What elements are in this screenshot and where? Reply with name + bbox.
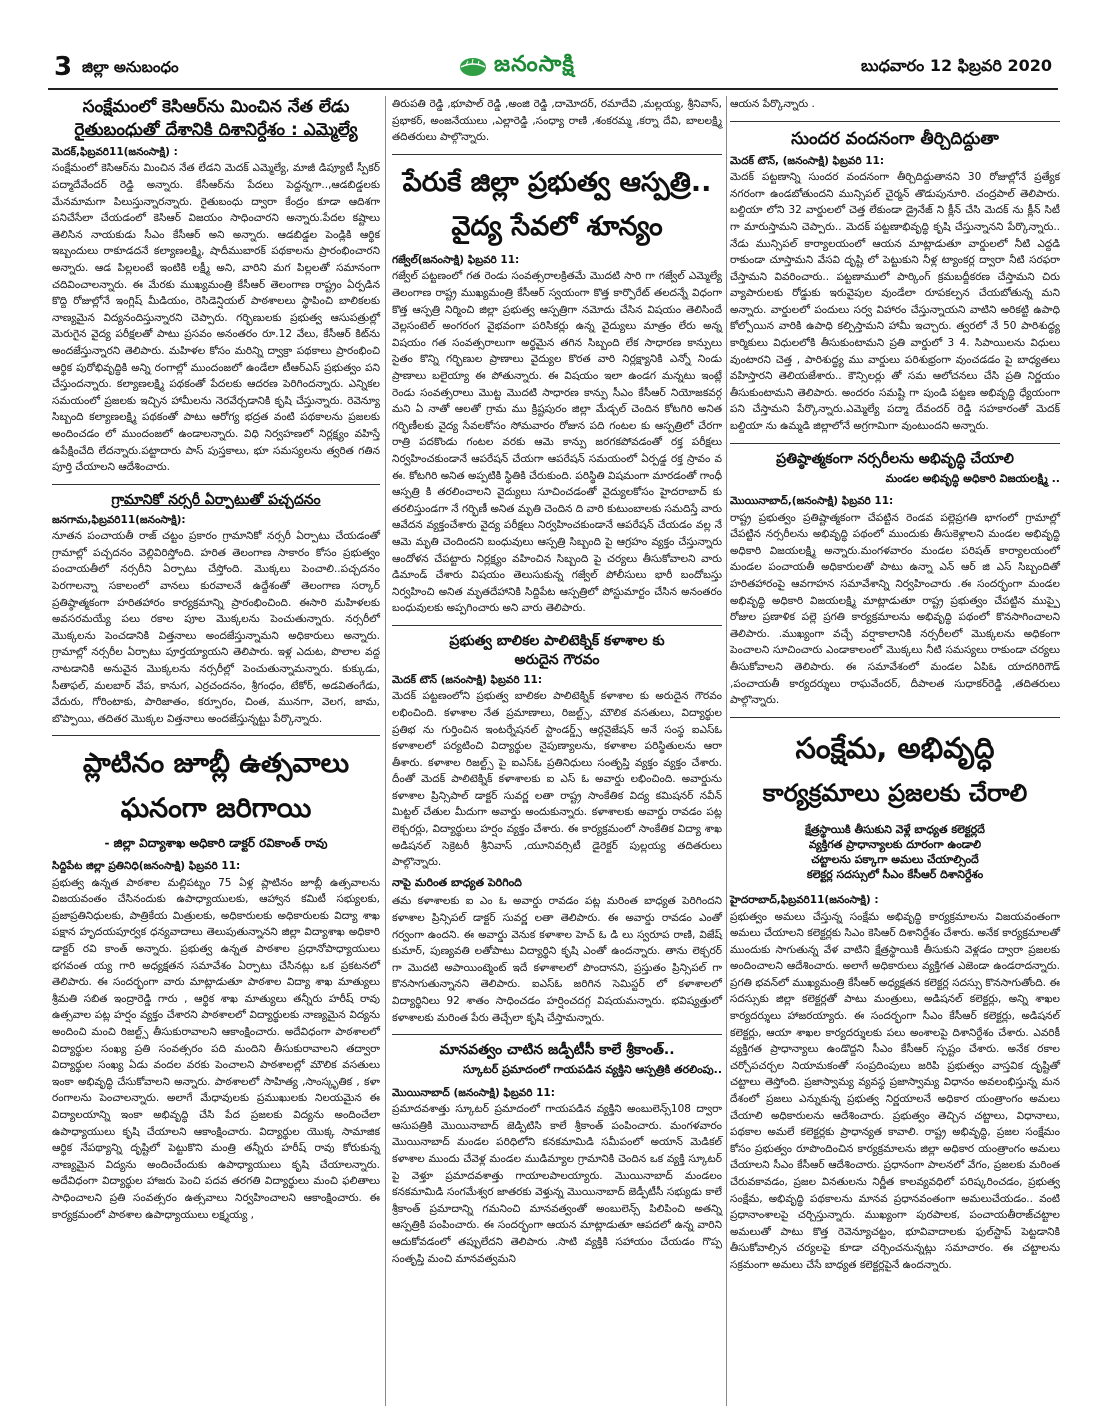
logo: [458, 50, 575, 84]
dateline: మెదక్‌,ఫిబ్రవరి11(జనంసాక్షి) :: [52, 145, 178, 158]
tagline: క్షేత్రస్థాయికి తీసుకుని వెళ్లే బాధ్యత కలెక్టర్లదే: [805, 822, 985, 836]
article-headline: మానవత్వం చాటిన జడ్పీటీసీ కాలే శ్రీకాంత్‌..: [439, 1042, 675, 1059]
column-2: [392, 96, 722, 1271]
article-body: గజ్వేల్‌ పట్టణంలో గత రెండు సంవత్సరాలక్రితమే మొదటి సారి గా గజ్వేల్‌ ఎమ్మెల్యే తెలంగాణ రాష్ట్ర ముఖ్యమంత్రి కేసీఆర్‌ స్వయంగా కొత్త కార్పొరేట్‌ తలదన్నే విధంగా కొత్త ఆస్పత్రి నిర్మించి జిల్లా ప్రభుత్వ ఆస్పత్రిగా నమోదు చేసిన విషయం తెలిసిందే వెల్లసంటెల్‌ అంగరంగ వైభవంగా పరిసికర్లు ఉన్న వైద్యులు మాత్రం లేరు అన్న విషయం గత సంవత్సరాలుగా అర్థమైన తగిన సిబ్బంది లేక సాధారణ కాన్పులు సైతం కొన్ని గర్భిణుల ప్రాణాలు వైద్యుల కొరత వారి నిర్లక్ష్యానికి ఎన్నో నిండు ప్రాణాలు బలైయ్యా ఈ పోతున్నారు. ఈ విషయం ఇలా ఉండగ మన్నటు ఇంట్లే రెండు సంవత్సరాలు మొట్ట మొదటి సాధారణ కాన్పు సీఎం కేసీఆర్‌ నియోజకవర్గ మని ఏ నాతో ఆలతో గ్రామ ము క్రిష్టపురం జిల్లా మేడ్చల్‌ చెందిన కోటగిరి అనిత గర్భిణీలకు వైద్య సేవలకోసం సోమవారం రోజున పది గంటల కు ఆస్పత్రిలో చేరగా రాత్రి పదకొండు గంటల వరకు ఆమె కాన్పు జరగకపోవడంతో రక్త పరీక్షలు నిర్వహించకుండానే ఆపరేషన్‌ చేయగా ఆపరేషన్‌ సమయంలో ఏర్పడ్డ రక్త స్రావం వ ఈ. కోటగిరి అనిత అప్పటికి స్థితికి చేరుకుంది. పరిస్థితి విషమంగా మారడంతో గాంధీ ఆస్పత్రి కి తరలించాలని వైద్యులు సూచించడంతో వైద్యులకోసం హైదరాబాద్‌ కు తరలిస్తుండగా నే గర్భిణీ అనిత మృతి చెందిన ది వారి కుటుంబాలకు సమదిస్తే వారు ఆవేదన వ్యక్తంచేశారు వైద్య పరీక్షలు నిర్వహించకుండానే ఆపరేషన్‌ చేయడం వల్ల నే ఆమె మృతి చెందిందని బంధువులు ఆస్పత్రి సిబ్బంది పై ఆగ్రహం వ్యక్తం చేస్తున్నారు ఆందోళన చేపట్టారు నిర్లక్ష్యం వహించిన సిబ్బంది పై చర్యలు తీసుకోవాలని వారు డిమాండ్‌ చేశారు విషయం తెలుసుకున్న గజ్వేల్‌ పోలీసులు భారీ బందోబస్తు నిర్వహించి అనిత మృతదేహానికి సిద్దిపేట ఆస్పత్రిలో పోస్టుమార్టం చేసిన అనంతరం బంధువులకు అప్పగించారు అని వారు తెలిపారు.: [392, 270, 722, 615]
article-headline: ప్రభుత్వ బాలికల పాలిటెక్నిక్‌ కళాశాల కు: [449, 632, 665, 649]
article-headline: సంక్షేమంలో కెసిఆర్‌ను మించిన నేత లేడు: [82, 97, 350, 117]
article-body: ఆయన పేర్కొన్నారు .: [730, 98, 815, 110]
article-body: రాష్ట్ర ప్రభుత్వం ప్రతిష్టాత్మకంగా చేపట్టిన రెండవ పల్లెప్రగతి భాగంలో గ్రామాల్లో చేపట్టిన నర్సరీలను అభివృద్ధి పథంలో ముందుకు తీసుకెళ్లాలని మండల అభివృద్ధి అధికారి విజయలక్ష్మి అన్నారు.మంగళవారం మండల పరిషత్‌ కార్యాలయంలో మండల పంచాయతీ అధికారులతో పాటు ఉన్నా ఎన్‌ ఆర్‌ జి ఎస్‌ సిబ్బందితో హరితహారంపై ఆవగాహన సమావేశాన్ని నిర్వహించారు .ఈ సందర్భంగా మండల అభివృద్ధి అధికారి విజయలక్ష్మి మాట్లాడుతూ రాష్ట్ర ప్రభుత్వం చేపట్టిన ముప్పై రోజుల ప్రణాళిక పల్లె ప్రగతి కార్యక్రమాలను అభివృద్ధి పథంలో కొనసాగించాలని తెలిపారు. .ముఖ్యంగా వచ్చే వర్షాకాలానికి నర్సరీలలో మొక్కలను అధికంగా పెంచాలని సూచించారు ఎండాకాలంలో మొక్కలు నీటి సమస్యలు రాకుండా చర్యలు తీసుకోవాలని తెలిపారు. ఈ సమావేశంలో మండల ఏపిఓ యాదగిరిగౌడ్‌ ,పంచాయతీ కార్యదర్శులు రాఘవేందర్‌, దీపాలత సుధాకర్‌రెడ్డి ,తదితరులు పాల్గొన్నారు.: [730, 511, 1060, 707]
section-title: జిల్లా అనుబంధం: [82, 58, 179, 76]
article-body: తిరుపతి రెడ్డి ,భూపాల్‌ రెడ్డి ,అంజి రెడ్డి ,దామోదర్‌, రమాదేవి ,మల్లయ్య, శ్రీనివాస్‌, ప్రభాకర్‌, అంజనేయులు ,ఎల్లారెడ్డి ,సంధ్యా రాణి ,శంకరమ్మ ,కర్నా దేవి, బాలలక్ష్మి తదితరులు పాల్గొన్నారు.: [392, 98, 722, 144]
issue-date: బుధవారం 12 ఫిబ్రవరి 2020: [861, 56, 1052, 75]
article-headline: వైద్య సేవలో శూన్యం: [451, 211, 663, 243]
article: [730, 443, 1060, 709]
dateline: మొయినాబాద్‌,(జనంసాక్షి) ఫిబ్రవరి 11:: [730, 495, 894, 508]
byline: - జిల్లా విద్యాశాఖ అధికారి డాక్టర్‌ రవికాంత్‌ రావు: [104, 836, 328, 851]
article-headline: అరుదైన గౌరవం: [514, 651, 600, 668]
column-divider: [385, 96, 386, 1406]
masthead-rule: [48, 88, 1058, 90]
article-body: ప్రభుత్వ ఉన్నత పాఠశాల మల్లిపట్నం 75 ఏళ్ల ప్లాటినం జూబ్లీ ఉత్సవాలను విజయవంతం చేసినందుకు ఉపాధ్యాయులకు, ఆహ్వాన కమిటీ సభ్యులకు, ప్రజాప్రతినిధులకు, పాత్రికేయ మిత్రులకు, అధికారులకు అధికారులకు విద్యా శాఖ పక్షాన హృదయపూర్వక ధన్యవాదాలు తెలుపుతున్నానని జిల్లా విద్యాశాఖ అధికారి డాక్టర్‌ రవి కాంత్‌ అన్నారు. ప్రభుత్వ ఉన్నత పాఠశాల ప్రధానోపాధ్యాయులు భగవంత య్య గారి అధ్యక్షతన సమావేశం ఏర్పాటు చేసినట్లు ఒక ప్రకటనలో తెలిపారు. ఈ సందర్భంగా వారు మాట్లాడుతూ పాఠశాల విద్యా శాఖ మాత్యులు శ్రీమతి సబిత ఇంద్రారెడ్డి గారు , ఆర్థిక శాఖ మాత్యులు తన్నీరు హరీష్‌ రావు ఉత్సవాల పట్ల హర్షం వ్యక్తం చేశారని పాఠశాలలో విద్యార్థులకు నాణ్యమైన విద్యను అందించి మంచి రిజల్ట్స్‌ తీసుకురావాలని ఆకాంక్షించారు. అదేవిధంగా పాఠశాలలో విద్యార్థుల సంఖ్య ప్రతి సంవత్సరం పది మందిని తీసుకురావాలని తద్వారా విద్యార్థుల సంఖ్య ఏడు వందల వరకు పెంచాలని పాఠశాలల్లో మౌలిక వసతులు ఇంకా అభివృద్ధి చేసుకోవాలని అన్నారు. పాఠశాలలో సాహిత్య ,సాంస్కృతిక , కళా రంగాలను పెంచాలన్నారు. అలాగే మేధావులకు ప్రముఖులకు నిలయమైన ఈ విద్యాలయాన్ని ఇంకా అభివృద్ధి చేసి పేద ప్రజలకు విద్యను అందించేలా ఉపాధ్యాయులు కృషి చేయాలని ఆకాంక్షించారు. విద్యార్థుల యొక్క సామాజిక ఆర్థిక నేపథ్యాన్ని దృష్టిలో పెట్టుకొని మంత్రి తన్నీరు హరీష్‌ రావు కోరుకున్న నాణ్యమైన విద్యను అందించేందుకు ఉపాధ్యాయులు కృషి చేయాలన్నారు. అదేవిధంగా విద్యార్థుల హాజరు పెంచి పదవ తరగతి విద్యార్థులు మంచి ఫలితాలు సాధించాలని ప్రతి సంవత్సరం ఉత్సవాలు నిర్వహించాలని ఆకాంక్షించారు. ఈ కార్యక్రమంలో పాఠశాల ఉపాధ్యాయులు లక్ష్మయ్య ,: [52, 876, 380, 1221]
article-headline: ప్లాటినం జూబ్లీ ఉత్సవాలు: [82, 748, 350, 780]
article: [392, 625, 722, 1026]
article: [392, 154, 722, 617]
dateline: మొయినాబాద్‌ (జనంసాక్షి) ఫిబ్రవరి 11:: [392, 1086, 555, 1099]
dateline: హైదరాబాద్‌,ఫిబ్రవరి11(జనంసాక్షి) :: [730, 893, 879, 906]
article-body: ప్రభుత్వం అమలు చేస్తున్న సంక్షేమ అభివృద్ధి కార్యక్రమాలను విజయవంతంగా అమలు చేయాలని కలెక్టర్లకు సిఎం కెసిఆర్‌ దిశానిర్దేశం చేశారు. అనేక కార్యక్రమాలతో ముందుకు సాగుతున్న వేళ వాటిని క్షేత్రస్థాయికి తీసుకుని వెళ్లడం ద్వారా ప్రజలకు అందించాలని ఆదేశించారు. అలాగే అధికారులు వ్యక్తిగత ఎజెండా ఉండరాదన్నారు. ప్రగతి భవన్‌లో ముఖ్యమంత్రి కేసీఆర్‌ అధ్యక్షతన కలెక్టర్ల సదస్సు కొనసాగుతోంది. ఈ సదస్సుకు జిల్లా కలెక్టర్లతో పాటు మంత్రులు, అడిషనల్‌ కలెక్టర్లు, అన్ని శాఖల కార్యదర్శులు హాజరయ్యారు. ఈ సందర్భంగా సీఎం కేసీఆర్‌ కలెక్టర్లు, అడిషనల్‌ కలెక్టర్లు, ఆయా శాఖల కార్యదర్శులకు పలు అంశాలపై దిశానిర్దేశం చేశారు. ఎవరికీ వ్యక్తిగత ప్రాధాన్యాలు ఉండొద్దని సీఎం కేసీఆర్‌ స్పష్టం చేశారు. అనేక రకాల చర్చోపచర్చల నియామకంతో సంప్రదింపులు జరిపి ప్రభుత్వం వాస్తవిక దృష్టితో చట్టాలు తెస్తోంది. ప్రజాస్వామ్య వ్యవస్థ ప్రజాస్వామ్య విధానం అవలంభిస్తున్న మన దేశంలో ప్రజలు ఎన్నుకున్న ప్రభుత్వ నిర్ణయాలనే అధికార యంత్రాంగం అమలు చేయాలి అధికారులను ఆదేశించారు. ప్రభుత్వం తెచ్చిన చట్టాలు, విధానాలు, పథకాల అమలే కలెక్టర్లకు ప్రాధాన్యత కావాలి. రాష్ట్ర అభివృద్ధి, ప్రజల సంక్షేమం కోసం ప్రభుత్వం రూపొందించిన కార్యక్రమాలను జిల్లా అధికార యంత్రాంగం అమలు చేయాలని సీఎం కేసీఆర్‌ ఆదేశించారు. ప్రధానంగా పాలనలో వేగం, ప్రజలకు మరింత చేరువకావడం, ప్రజల వినతులను నిర్ణీత కాలవ్యవధిలో పరిష్కరించడం, ప్రభుత్వ సంక్షేమ, అభివృద్ధి పథకాలను మానవ ప్రధానవంతంగా అమలుచేయడం.. వంటి ప్రధానాంశాలపై చర్చిస్తున్నారు. ముఖ్యంగా పురపాలక, పంచాయతీరాజ్‌చట్టాల అమలుతో పాటు కొత్త రెవెన్యూచట్టం, భూవివాదాలకు ఫుల్‌స్టాప్‌ పెట్టడానికి తీసుకోవాల్సిన చర్యలపై కూడా చర్చించనున్నట్లు సమాచారం. ఈ చట్టాలను సక్రమంగా అమలు చేసే బాధ్యత కలెక్టర్లపైనే ఉందన్నారు.: [730, 910, 1060, 1271]
masthead: [48, 50, 1058, 88]
leaf-icon: [458, 55, 488, 79]
article-headline: సుందర వందనంగా తీర్చిదిద్దుతా: [791, 128, 999, 149]
article-headline: పేరుకే జిల్లా ప్రభుత్వ ఆస్పత్రి..: [402, 166, 712, 198]
article-headline: సంక్షేమ, అభివృద్ధి: [795, 730, 995, 765]
article-body: మెదక్‌ పట్టణంలోని ప్రభుత్వ బాలికల పాలిటెక్నిక్‌ కళాశాల కు అరుదైన గౌరవం లభించింది. కళాశాల నేత ప్రమాణాలు, రిజల్ట్స్‌, మౌలిక వసతులు, విద్యార్థుల ప్రతిభ ను గుర్తించిన ఇంటర్నేషనల్‌ స్టాండర్డ్స్‌ ఆర్గనైజేషన్‌ అనే సంస్థ ఐఎస్‌ఓ కళాశాలలో పర్యటించి విద్యార్థుల నైపుణ్యాలను, కళాశాల పరిస్థితులను ఆరా తీశారు. కళాశాల రిజల్ట్స్‌ పై ఐఎస్‌ఓ ప్రతినిధులు సంతృప్తి వ్యక్తం వ్యక్తం చేశారు. దీంతో మెదక్‌ పాలిటెక్నిక్‌ కళాశాలకు ఐ ఎస్‌ ఓ అవార్డు లభించింది. అవార్డును కళాశాల ప్రిన్సిపాల్‌ డాక్టర్‌ సువర్ణ లతా రాష్ట్ర సాంకేతిక విద్య కమిషనర్‌ నవీన్‌ మిట్టల్‌ చేతుల మీదుగా అవార్డు అందుకున్నారు. కళాశాలకు అవార్డు రావడం పట్ల లెక్చరర్లు, విద్యార్థులు హర్షం వ్యక్తం చేశారు. ఈ కార్యక్రమంలో సాంకేతిక విద్యా శాఖ అడిషనల్‌ సెక్రెటరీ శ్రీనివాస్‌ ,యూనివర్సిటీ డైరెక్టర్‌ పుల్లయ్య తదితరులు పాల్గొన్నారు.: [392, 690, 722, 869]
tagline: మండల అభివృద్ధి అధికారి విజయలక్ష్మి ..: [885, 471, 1060, 485]
column-3: [730, 96, 1060, 1278]
article: [52, 484, 380, 728]
article: [392, 1034, 722, 1267]
article-body: మెదక్‌ పట్టణాన్ని సుందర వందనంగా తీర్చిదిద్దుతానని 30 రోజుల్లోనే ప్రత్యేక నగరంగా ఉండబోతుందని మున్సిపల్‌ చైర్మన్‌ తొడుపునూరి. చంద్రపాల్‌ తెలిపారు. బల్దియా లోని 32 వార్డులలో చెత్త లేకుండా డ్రైనేజ్‌ ని క్లీన్‌ చేసి మెదక్‌ ను క్లీన్‌ సిటీ గా మారుస్తామని చెప్పారు.. మెదక్‌ పట్టణాభివృద్ధి కృషి చేస్తున్నానని పేర్కొన్నారు.. నేడు మున్సిపల్‌ కార్యాలయంలో ఆయన మాట్లాడుతూ వార్డులలో నీటి ఎద్దడి రాకుండా చూస్తామని వేసవి దృష్టి లో పెట్టుకుని నీళ్ల ట్యాంకర్ల ద్వారా నీటి సరఫరా చేస్తామని వివరించారు.. పట్టణాములో పార్కింగ్‌ క్రమబద్దీకరణ చేస్తామని చిరు వ్యాపారులకు రోడ్డుకు ఇరువైపుల వుండేలా రూపకల్పన చేయబోతున్న మని అన్నారు. వార్డులలో పందులు సర్వ విహారం చేస్తున్నాయని వాటిని అరికట్టి ఉపాధి కోల్పోయిన వారికి ఉపాధి కల్పిస్తామని హామీ ఇచ్చారు. త్వరలో నే 50 పారిశుద్ధ్య కార్మికులు విధులలోకి తీసుకుంటామని ప్రతి వార్డులో 3 4. సిపాయిలను విధులు వుంటారని చెత్త , పారిశుద్ధ్య ము వార్డులు పరిశుభ్రంగా వుంచడడం పై బాధ్యతలు వహిస్తారని తెలియజేశారు.. కౌన్సిలర్లు తో సమ ఆలోచనలు చేసి ప్రతి నిర్ణయం తీసుకుంటామని తెలిపారు. అందరం సమష్టి గా పుండి పట్టణ అభివృద్ధి ధ్యేయంగా పని చేస్తామని పేర్కొన్నారు.ఎమ్మెల్యే పద్మా దేవందర్‌ రెడ్డి సహకారంతో మెదక్‌ బల్దియా ను ఉమ్మడి జిల్లాలోనే అగ్రగామిగా వుంటుందని అన్నారు.: [730, 171, 1060, 433]
article: [52, 735, 380, 1223]
dateline: జనగామ,ఫిబ్రవరి11(జనంసాక్షి):: [52, 513, 186, 526]
dateline: మెదక్‌ టౌన్‌ (జనంసాక్షి) ఫిబ్రవరి 11:: [392, 673, 543, 686]
logo-text: జనంసాక్షి: [494, 52, 575, 77]
dateline: సిద్దిపేట జిల్లా ప్రతినిధి(జనంసాక్షి) ఫిబ్రవరి 11:: [52, 860, 241, 873]
article-headline: రైతుబంధుతో దేశానికి దిశానిర్దేశం : ఎమ్మెల్యే: [74, 119, 358, 140]
column-1: [52, 96, 380, 1227]
dateline: గజ్వేల్‌(జనంసాక్షి) ఫిబ్రవరి 11:: [392, 253, 520, 266]
article-body: సంక్షేమంలో కెసిఆర్‌ను మించిన నేత లేడని మెదక్‌ ఎమ్మెల్యే, మాజీ డిప్యూటీ స్పీకర్‌ పద్మాదేవేందర్‌ రెడ్డి అన్నారు. కేసీఆర్‌ను పేదలు పెద్దన్నగా..,ఆడబిడ్డలకు మేనమామగా పిలుస్తున్నారన్నారు. రైతుబంధు ద్వారా కేంద్రం కూడా ఆదిశగా పనిచేసేలా చేయడంలో కెసిఆర్‌ విజయం సాధించారని అన్నారు.పేదల కష్టాలు తెలిసిన నాయకుడు సీఎం కేసీఆర్‌ అని అన్నారు. ఆడబిడ్డల పెండ్లికి ఆర్థిక ఇబ్బందులు రాకూడదనే కల్యాణలక్ష్మి, షాదీముబారక్‌ పథకాలను ప్రారంభించారని అన్నారు. ఆడ పిల్లలంటే ఇంటికి లక్ష్మీ అని, వారిని మగ పిల్లలతో సమానంగా చదివించాలన్నారు. ఈ మేరకు ముఖ్యమంత్రి కేసీఆర్‌ తెలంగాణ రాష్ట్రం ఏర్పడిన కొద్ది రోజుల్లోనే ఇంగ్లిష్‌ మీడియం, రెసిడెన్షియల్‌ పాఠశాలలు స్థాపించి బాలికలకు నాణ్యమైన విద్యనందిస్తున్నారని చెప్పారు. గర్భిణులకు ప్రభుత్వ ఆసుపత్రుల్లో మెరుగైన వైద్య పరీక్షలతో పాటు ప్రసవం అనంతరం రూ.12 వేలు, కేసీఆర్‌ కిట్‌ను అందజేస్తున్నారని తెలిపారు. మహిళల కోసం మరిన్ని ద్వాక్రా పథకాలు ప్రారంభించి ఆర్థిక పురోభివృద్ధికి అన్ని రంగాల్లో ముందంజలో ఉండేలా టీఆర్‌ఎస్‌ ప్రభుత్వం పని చేస్తుందన్నారు. కల్యాణలక్ష్మి పథకంతో పేదలకు ఆదరణ పెరిగిందన్నారు. ఎన్నికల సమయంలో ప్రజలకు ఇచ్చిన హామీలను నెరవేర్చడానికి కృషి చేస్తున్నారు. రెవెన్యూ సిబ్బంది కల్యాణలక్ష్మి పథకంతో పాటు ఆరోగ్య భద్రత వంటి పథకాలను ప్రజలకు అందించడం లో ముందంజలో ఉండాలన్నారు. విధి నిర్వహణలో నిర్లక్ష్యం వహిస్తే ఉపేక్షించేది లేదన్నారు.పట్టాదారు పాస్‌ పుస్తకాలు, భూ సమస్యలను త్వరిత గతిన పూర్తి చేయాలని ఆదేశించారు.: [52, 162, 380, 474]
article: [730, 717, 1060, 1274]
tagline: స్కూటర్‌ ప్రమాదంలో గాయపడిన వ్యక్తిని ఆస్పత్రికి తరలింపు..: [463, 1063, 722, 1077]
tagline: కలెక్టర్ల సదస్సులో సీఎం కేసీఆర్‌ దిశానిర్దేశం: [806, 867, 984, 881]
article-body: నూతన పంచాయతీ రాజ్‌ చట్టం ప్రకారం గ్రామానికో నర్సరీ ఏర్పాటు చేయడంతో గ్రామాల్లో పచ్చదనం వెల్లివిరిస్తోంది. హరిత తెలంగాణ సాకారం కోసం ప్రభుత్వం పంచాయతీలో నర్సరీని ఏర్పాటు చేస్తోంది. మొక్కలు పెంచాలి..పచ్చదనం పెరగాలన్నా సకాలంలో వానలు కురవాలనే ఉద్దేశంతో తెలంగాణ సర్కార్‌ ప్రతిష్ఠాత్మకంగా హరితహారం కార్యక్రమాన్ని ప్రారంభించింది. ఈసారి మహిళలకు అవసరమయ్యే పలు రకాల పూల మొక్కలను పెంచుతున్నారు. నర్సరీలో మొక్కలను పెంచడానికి విత్తనాలు అందజేస్తున్నామని అధికారులు అన్నారు. గ్రామాల్లో నర్సరీల ఏర్పాటు పూర్తయ్యాయని తెలిపారు. ఇళ్ల ఎదుట, పొలాల వద్ద నాటడానికి అనువైన మొక్కలను నర్సరీల్లో పెంచుతున్నామన్నారు. కుక్కుడు, సీతాఫల్‌, మలబార్‌ వేప, కానుగ, ఎర్రచందనం, శ్రీగంధం, టేకోర్‌, అడవితంగేడు, వేదురు, గోరింటాకు, పారిజాతం, కర్పూరం, చింత, మునగా, వెలగ, జామ, బొప్పాయి, తదితర మొక్కల విత్తనాలు అందజేస్తున్నట్టు పేర్కొన్నారు.: [52, 530, 380, 725]
article: [730, 121, 1060, 435]
column-divider: [726, 96, 727, 1406]
article-headline: కార్యక్రమాలు ప్రజలకు చేరాలి: [762, 779, 1028, 808]
tagline: చట్టాలను పక్కాగా అమలు చేయాల్సిందే: [811, 852, 979, 866]
article-body: తమ కళాశాలకు ఐ ఎం ఓ అవార్డు రావడం పట్ల మరింత బాధ్యత పెరిగిందని కళాశాల ప్రిన్సిపల్‌ డాక్టర్‌ సువర్ణ లతా తెలిపారు. ఈ అవార్డు రావడం ఎంతో గర్వంగా ఉందని. ఈ అవార్డు వెనుక కళాశాల హెచ్‌ ఓ డి లు స్వరూప రాణి, విజేష్‌ కుమార్‌, పుణ్యవతి లతోపాటు విద్యార్థిని కృషి ఎంతో ఉందన్నారు. తాను లెక్చరర్‌ గా మొదటి అపాయింట్మెంట్‌ ఇదే కళాశాలలో పొందానని, ప్రస్తుతం ప్రిన్సిపల్‌ గా కొనసాగుతున్నానని తెలిపారు. ఐఎస్‌ఓ జరిగిన సెమిస్టర్‌ లో కళాశాలలో విద్యార్థినిలు 92 శాతం సాధించడం హర్షించదగ్గ విషయమన్నారు. భవిష్యత్తులో కళాశాలకు మరింత పేరు తెచ్చేలా కృషి చేస్తామన్నారు.: [392, 895, 722, 1024]
article-headline: ఘనంగా జరిగాయి: [120, 792, 312, 824]
subheading: నాపై మరింత బాధ్యత పెరిగింది: [392, 875, 522, 889]
page-number: 3: [54, 52, 73, 82]
article-headline: ప్రతిష్ఠాత్మకంగా నర్సరీలను అభివృద్ధి చేయాలి: [776, 450, 1014, 467]
tagline: వ్యక్తిగత ప్రాధాన్యాలకు దూరంగా ఉండాలి: [808, 837, 982, 851]
article-headline: గ్రామానికో నర్సరీ ఏర్పాటుతో పచ్చదనం: [111, 491, 321, 508]
dateline: మెదక్‌ టౌన్‌, (జనంసాక్షి) ఫిబ్రవరి 11:: [730, 154, 885, 167]
article-body: ప్రమాదవశాత్తు స్కూటర్‌ ప్రమాదంలో గాయపడిన వ్యక్తిని అంబులెన్స్‌108 ద్వారా ఆసుపత్రికి మొయినాబాద్‌ జెడ్పిటిసి కాలే శ్రీకాంత్‌ పంపించారు. మంగళవారం మొయినాబాద్‌ మండల పరిధిలోని కనకమామిడి సమీపంలో అయాన్‌ మెడికల్‌ కళాశాల ముందు చేవెళ్ల మండల ముడిమ్యాల గ్రామానికి చెందిన ఒక వ్యక్తి స్కూటర్‌ పై వెళ్తూ ప్రమాదవశాత్తు గాయాలపాలయ్యారు. మొయినాబాద్‌ మండలం కనకమామిడి సంగమేశ్వర జాతరకు వెళ్తున్న మొయినాబాద్‌ జెడ్పీటీసీ సభ్యుడు కాలే శ్రీకాంత్‌ ప్రమాదాన్ని గమనించి మానవత్వంతో అంబులెన్స్‌ పిలిపించి అతన్ని ఆస్పత్రికి పంపించారు. ఈ సందర్భంగా ఆయన మాట్లాడుతూ ఆపదలో ఉన్న వారిని ఆదుకోవడంలో తప్పులేదని తెలిపారు .సాటి వ్యక్తికి సహాయం చేయడం గొప్ప సంతృప్తి మంచి మానవత్వమని: [392, 1103, 722, 1265]
